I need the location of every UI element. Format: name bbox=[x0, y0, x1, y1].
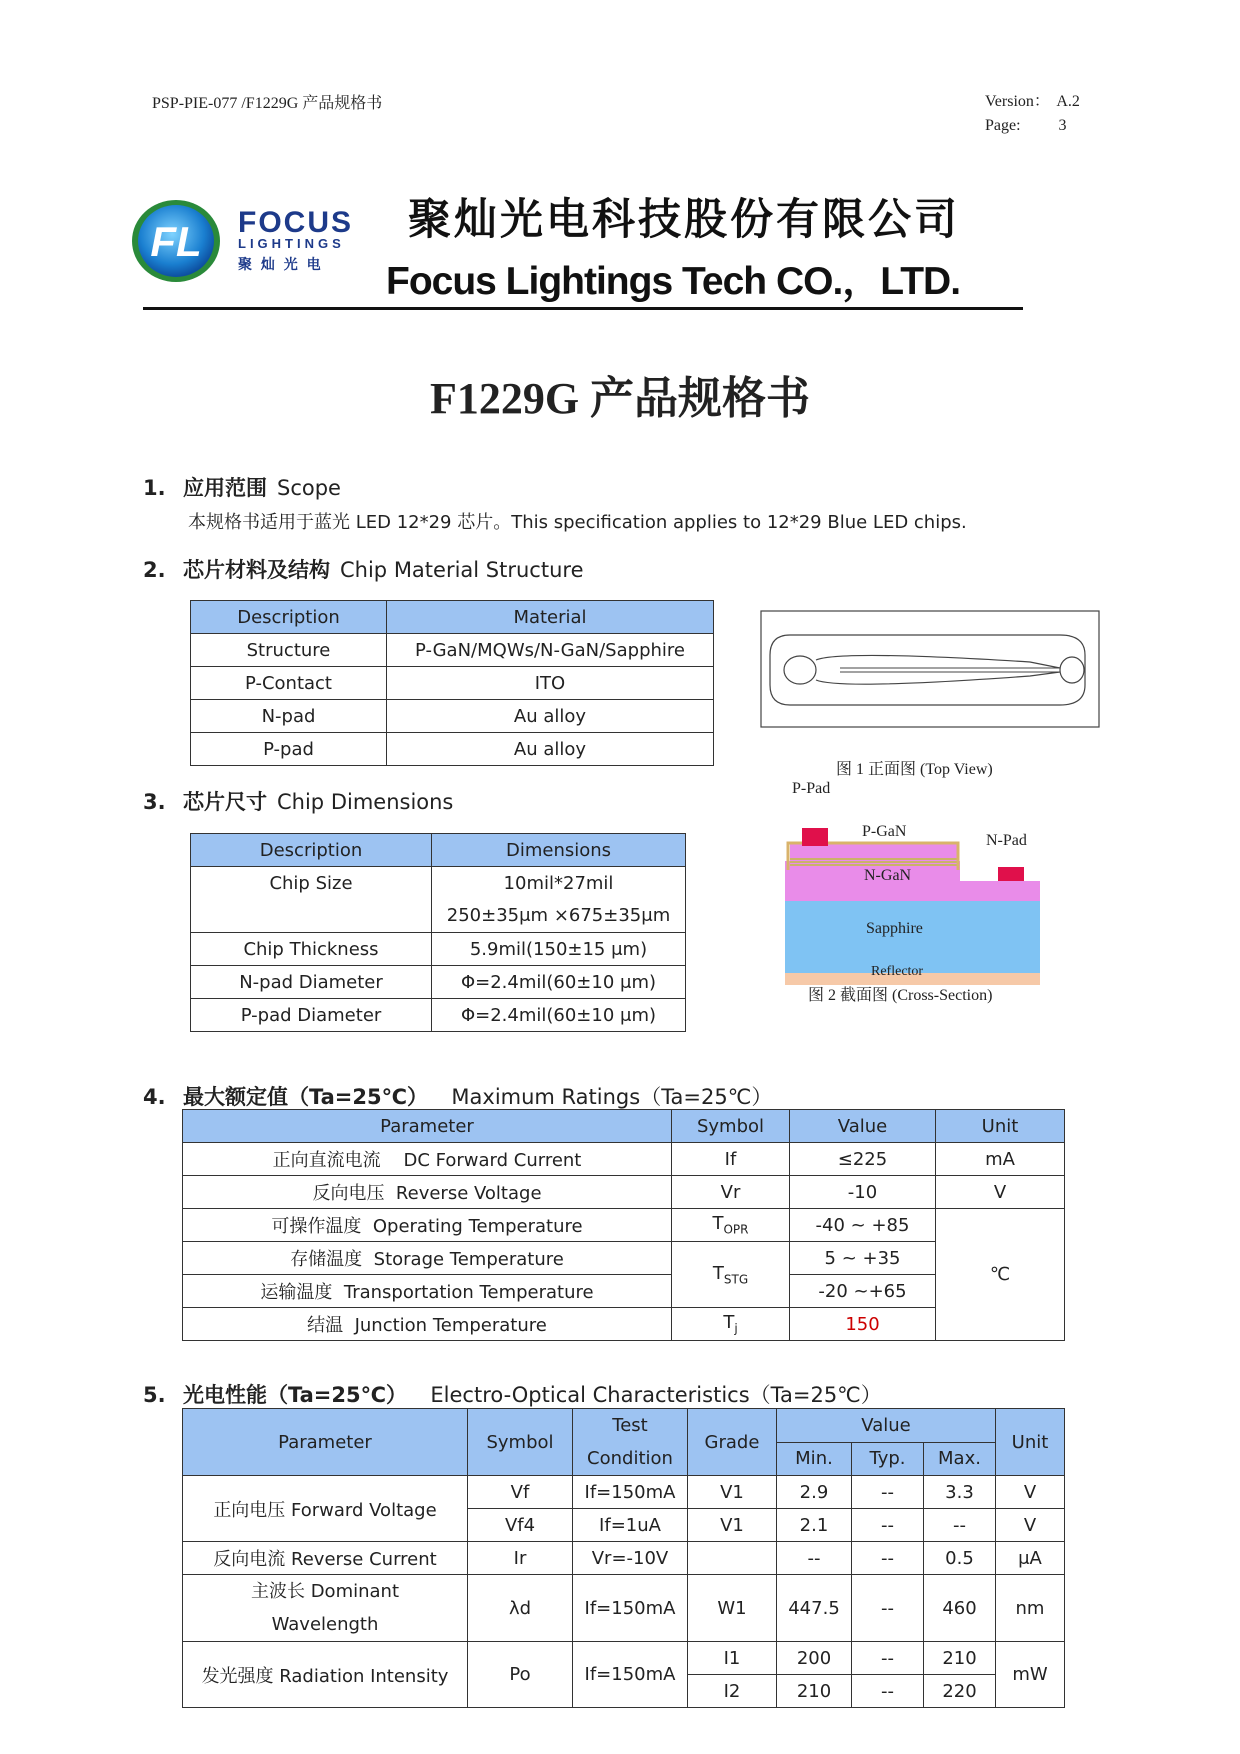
section-number: 5. bbox=[143, 1383, 166, 1407]
col-header: Dimensions bbox=[432, 834, 686, 867]
reflector-label: Reflector bbox=[871, 964, 924, 979]
cell: 210 bbox=[924, 1642, 996, 1675]
cell: Vf4 bbox=[468, 1509, 573, 1542]
cell: If=1uA bbox=[573, 1509, 688, 1542]
col-header: Value bbox=[790, 1110, 936, 1143]
symbol: T bbox=[723, 1312, 735, 1334]
company-name-cn: 聚灿光电科技股份有限公司 bbox=[408, 195, 960, 245]
table-row bbox=[183, 1542, 1065, 1575]
table-row bbox=[183, 1242, 1065, 1275]
col-header: Unit bbox=[996, 1409, 1065, 1476]
cell bbox=[183, 1143, 672, 1176]
page-value: 3 bbox=[1058, 117, 1067, 134]
page-title: F1229G 产品规格书 bbox=[429, 374, 811, 423]
cell: -- bbox=[852, 1675, 924, 1708]
table-row bbox=[191, 733, 714, 766]
page-label: Page: bbox=[985, 117, 1021, 134]
cell: If=150mA bbox=[573, 1476, 688, 1509]
table-row bbox=[191, 933, 686, 966]
cell: 5 ~ +35 bbox=[790, 1242, 936, 1275]
cell: Chip Size bbox=[191, 867, 432, 933]
cell: 正向电压 Forward Voltage bbox=[183, 1476, 468, 1542]
col-header: Min. bbox=[777, 1442, 852, 1476]
section-title-en: Maximum Ratings（Ta=25℃） bbox=[451, 1085, 773, 1109]
param-en: Junction Temperature bbox=[354, 1315, 547, 1336]
cell: ITO bbox=[387, 667, 714, 700]
section-number: 1. bbox=[143, 476, 166, 500]
cell bbox=[672, 1308, 790, 1341]
cell: I1 bbox=[688, 1642, 777, 1675]
section-title-en: Chip Dimensions bbox=[277, 790, 454, 814]
cell: Chip Thickness bbox=[191, 933, 432, 966]
header-line: Condition bbox=[587, 1448, 673, 1469]
col-header: Grade bbox=[688, 1409, 777, 1476]
cell: 反向电流 Reverse Current bbox=[183, 1542, 468, 1575]
cell: If=150mA bbox=[573, 1575, 688, 1642]
cell: ℃ bbox=[936, 1209, 1065, 1341]
cell: V bbox=[996, 1509, 1065, 1542]
version-label: Version： bbox=[985, 93, 1050, 110]
table-row bbox=[191, 999, 686, 1032]
cell: -- bbox=[924, 1509, 996, 1542]
col-header bbox=[573, 1409, 688, 1476]
param-line: Wavelength bbox=[271, 1614, 379, 1635]
table-row bbox=[183, 1143, 1065, 1176]
cell: -- bbox=[852, 1476, 924, 1509]
cell: 200 bbox=[777, 1642, 852, 1675]
col-header: Typ. bbox=[852, 1442, 924, 1476]
sapphire-label: Sapphire bbox=[866, 920, 923, 937]
table-row bbox=[183, 1308, 1065, 1341]
param-cn: 反向电压 bbox=[312, 1183, 385, 1204]
header-divider bbox=[143, 307, 1023, 310]
material-table bbox=[190, 600, 714, 766]
cell bbox=[183, 1575, 468, 1642]
section-title-cn: 芯片尺寸 bbox=[183, 790, 267, 814]
cell: V bbox=[996, 1476, 1065, 1509]
param-en: Operating Temperature bbox=[372, 1216, 583, 1237]
symbol-sub: j bbox=[734, 1321, 738, 1336]
param-cn: 正向直流电流 bbox=[272, 1150, 381, 1171]
cell: 447.5 bbox=[777, 1575, 852, 1642]
cell: -- bbox=[852, 1642, 924, 1675]
cell bbox=[183, 1242, 672, 1275]
dimension-table bbox=[190, 833, 686, 1032]
cross-section-figure bbox=[780, 786, 1070, 991]
cell: N-pad Diameter bbox=[191, 966, 432, 999]
header-line: Test bbox=[612, 1415, 648, 1436]
param-cn: 运输温度 bbox=[260, 1282, 333, 1303]
param-en: Transportation Temperature bbox=[343, 1282, 594, 1303]
col-header: Symbol bbox=[672, 1110, 790, 1143]
cell: Au alloy bbox=[387, 700, 714, 733]
table-row bbox=[183, 1275, 1065, 1308]
max-ratings-table bbox=[182, 1109, 1065, 1341]
cell bbox=[672, 1209, 790, 1242]
cell: -40 ~ +85 bbox=[790, 1209, 936, 1242]
cell: μA bbox=[996, 1542, 1065, 1575]
cell: V bbox=[936, 1176, 1065, 1209]
table-row bbox=[191, 867, 686, 900]
document-reference: PSP-PIE-077 /F1229G 产品规格书 bbox=[152, 95, 383, 112]
p-gan-label: P-GaN bbox=[862, 823, 907, 840]
symbol: T bbox=[712, 1262, 724, 1284]
section-title-cn: 最大额定值（Ta=25℃） bbox=[183, 1085, 429, 1109]
cell: N-pad bbox=[191, 700, 387, 733]
cell: V1 bbox=[688, 1476, 777, 1509]
param-cn: 存储温度 bbox=[290, 1249, 363, 1270]
table-row bbox=[183, 1476, 1065, 1509]
col-header: Description bbox=[191, 601, 387, 634]
cell bbox=[183, 1176, 672, 1209]
section-title-en: Scope bbox=[277, 476, 341, 500]
section-title-cn: 芯片材料及结构 bbox=[183, 558, 330, 582]
eo-characteristics-table bbox=[182, 1408, 1065, 1708]
cell: mA bbox=[936, 1143, 1065, 1176]
cell: Ir bbox=[468, 1542, 573, 1575]
cell-highlight: 150 bbox=[790, 1308, 936, 1341]
cell: -10 bbox=[790, 1176, 936, 1209]
cell bbox=[672, 1242, 790, 1308]
cell: Vf bbox=[468, 1476, 573, 1509]
version-value: A.2 bbox=[1056, 93, 1080, 110]
cell: If=150mA bbox=[573, 1642, 688, 1708]
col-header: Value bbox=[777, 1409, 996, 1443]
section-number: 4. bbox=[143, 1085, 166, 1109]
company-name-en: Focus Lightings Tech CO.，LTD. bbox=[386, 260, 961, 303]
chip-top-view-icon bbox=[760, 610, 1100, 728]
param-en: DC Forward Current bbox=[403, 1150, 582, 1171]
figure-2-caption: 图 2 截面图 (Cross-Section) bbox=[808, 987, 993, 1004]
cell: λd bbox=[468, 1575, 573, 1642]
col-header: Max. bbox=[924, 1442, 996, 1476]
cell bbox=[183, 1275, 672, 1308]
symbol-sub: OPR bbox=[723, 1222, 749, 1237]
param-en: Storage Temperature bbox=[373, 1249, 564, 1270]
cell: -20 ~+65 bbox=[790, 1275, 936, 1308]
cell: -- bbox=[777, 1542, 852, 1575]
col-header: Unit bbox=[936, 1110, 1065, 1143]
param-cn: 结温 bbox=[307, 1315, 344, 1336]
cell bbox=[688, 1542, 777, 1575]
cell: If bbox=[672, 1143, 790, 1176]
n-pad-label: N-Pad bbox=[986, 832, 1027, 849]
section-title-en: Electro-Optical Characteristics（Ta=25℃） bbox=[430, 1383, 882, 1407]
col-header: Parameter bbox=[183, 1409, 468, 1476]
section-title-cn: 光电性能（Ta=25℃） bbox=[183, 1383, 408, 1407]
section-title-cn: 应用范围 bbox=[183, 476, 267, 500]
scope-text: 本规格书适用于蓝光 LED 12*29 芯片。This specification applies to 12*29 Blue LED chips. bbox=[188, 512, 967, 533]
cell: 0.5 bbox=[924, 1542, 996, 1575]
col-header: Parameter bbox=[183, 1110, 672, 1143]
section-4-heading bbox=[143, 1081, 772, 1111]
cell: 发光强度 Radiation Intensity bbox=[183, 1642, 468, 1708]
company-logo bbox=[130, 198, 222, 284]
cell: P-pad bbox=[191, 733, 387, 766]
version-block bbox=[985, 90, 1080, 138]
cell: Structure bbox=[191, 634, 387, 667]
section-title-en: Chip Material Structure bbox=[340, 558, 584, 582]
symbol: T bbox=[712, 1213, 724, 1235]
logo-mark-icon bbox=[130, 198, 222, 284]
table-row bbox=[191, 700, 714, 733]
cell: 220 bbox=[924, 1675, 996, 1708]
table-row bbox=[191, 667, 714, 700]
cell: -- bbox=[852, 1542, 924, 1575]
logo-mark-text: FL bbox=[150, 218, 202, 265]
cell: V1 bbox=[688, 1509, 777, 1542]
table-row bbox=[191, 966, 686, 999]
cell: -- bbox=[852, 1509, 924, 1542]
table-row bbox=[183, 1575, 1065, 1642]
cell: 210 bbox=[777, 1675, 852, 1708]
section-number: 3. bbox=[143, 790, 166, 814]
cell: mW bbox=[996, 1642, 1065, 1708]
section-5-heading bbox=[143, 1379, 882, 1409]
cell: 5.9mil(150±15 μm) bbox=[432, 933, 686, 966]
symbol-sub: STG bbox=[723, 1272, 749, 1287]
section-3-heading bbox=[143, 786, 453, 816]
cell: 10mil*27mil bbox=[432, 867, 686, 900]
param-en: Reverse Voltage bbox=[395, 1183, 542, 1204]
cell: 2.1 bbox=[777, 1509, 852, 1542]
table-row bbox=[191, 634, 714, 667]
section-1-heading bbox=[143, 472, 341, 502]
chip-cross-section-icon bbox=[780, 786, 1070, 991]
cell: Vr=-10V bbox=[573, 1542, 688, 1575]
cell: 3.3 bbox=[924, 1476, 996, 1509]
cell: -- bbox=[852, 1575, 924, 1642]
top-view-figure bbox=[760, 610, 1100, 728]
cell: W1 bbox=[688, 1575, 777, 1642]
section-number: 2. bbox=[143, 558, 166, 582]
figure-1-caption: 图 1 正面图 (Top View) bbox=[836, 761, 993, 778]
cell: I2 bbox=[688, 1675, 777, 1708]
cell bbox=[183, 1308, 672, 1341]
cell: P-pad Diameter bbox=[191, 999, 432, 1032]
logo-word: FOCUS bbox=[238, 206, 353, 239]
cell: nm bbox=[996, 1575, 1065, 1642]
cell: P-GaN/MQWs/N-GaN/Sapphire bbox=[387, 634, 714, 667]
cell bbox=[183, 1209, 672, 1242]
section-2-heading bbox=[143, 554, 584, 584]
n-gan-label: N-GaN bbox=[864, 867, 912, 884]
table-row bbox=[183, 1209, 1065, 1242]
table-row bbox=[183, 1642, 1065, 1675]
cell: ≤225 bbox=[790, 1143, 936, 1176]
p-pad-label: P-Pad bbox=[792, 780, 831, 797]
cell: 250±35μm ×675±35μm bbox=[432, 900, 686, 933]
param-cn: 可操作温度 bbox=[271, 1216, 362, 1237]
param-line: 主波长 Dominant bbox=[250, 1581, 400, 1602]
col-header: Material bbox=[387, 601, 714, 634]
col-header: Symbol bbox=[468, 1409, 573, 1476]
table-row bbox=[183, 1176, 1065, 1209]
col-header: Description bbox=[191, 834, 432, 867]
logo-cn: 聚 灿 光 电 bbox=[238, 257, 323, 273]
cell: 2.9 bbox=[777, 1476, 852, 1509]
logo-sub: LIGHTINGS bbox=[238, 236, 345, 251]
cell: Φ=2.4mil(60±10 μm) bbox=[432, 966, 686, 999]
cell: Vr bbox=[672, 1176, 790, 1209]
cell: Au alloy bbox=[387, 733, 714, 766]
cell: Po bbox=[468, 1642, 573, 1708]
cell: P-Contact bbox=[191, 667, 387, 700]
cell: Φ=2.4mil(60±10 μm) bbox=[432, 999, 686, 1032]
cell: 460 bbox=[924, 1575, 996, 1642]
